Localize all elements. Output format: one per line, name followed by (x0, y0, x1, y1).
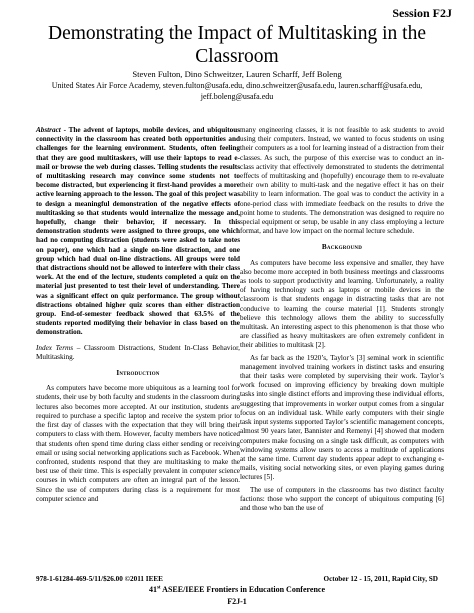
introduction-paragraph: As computers have become more ubiquitous as a learning tool for students, their use by both faculty and students in the classroom during lectures also becomes more accepted. At our institution, students are required to purchase a specific laptop and receive the system prior to the first day of classes with the expectation that they will bring their computers to class with them. However, faculty members have noticed that students often spend time during class either sending or receiving email or using social networking applications such as Facebook. When confronted, students respond that they are multitasking to make the best use of their time. This is especially prevalent in computer science courses in which computers are often an integral part of the lesson. Since the use of computers during class is a requirement for most computer science and (36, 384, 241, 503)
background-paragraph-3: The use of computers in the classrooms has two distinct faculty factions: those who support the concept of ubiquitous computing [6] and those who ban the use of (240, 485, 444, 512)
conference-ordinal: st (156, 585, 161, 591)
footer-copyright: 978-1-61284-469-5/11/$26.00 ©2011 IEEE (36, 575, 163, 583)
right-column (240, 126, 444, 516)
paper-title: Demonstrating the Impact of Multitasking in the Classroom (47, 23, 426, 67)
affiliation: United States Air Force Academy, steven.fulton@usafa.edu, dino.schweitzer@usafa.edu, lauren.scharff@usafa.edu, jeff.boleng@usafa.edu (51, 81, 423, 101)
index-terms-lead: Index Terms (36, 343, 73, 352)
background-paragraph-1: As computers have become less expensive and smaller, they have also become more accepted in both business meetings and classrooms as tools to support productivity and learning. Unfortunately, a reality of having technology such as laptops or mobile devices in the classroom is that students engage in distracting tasks that are not conducive to learning the course material [1]. Students strongly believe this technology allows them the ability to successfully multitask. An interesting aspect to this phenomenon is that those who are classified as heavy multitaskers are often extremely confident in their abilities to multitask [2]. (240, 258, 444, 350)
index-terms (36, 344, 240, 362)
introduction-continued: many engineering classes, it is not feasible to ask students to avoid using their computers. Instead, we wanted to focus students on using their computers as a tool for learning instead of a distraction from their classes. As such, the purpose of this exercise was to conduct an in-class activity that effectively demonstrated to students the detrimental effects of multitasking and (hopefully) encourage them to re-evaluate their own ability to multi-task and the negative effect it has on their ability to learn information. The goal was to conduct the activity in a one-period class with immediate feedback on the results to drive the point home to students. The demonstration was designed to require no special equipment or setup, be usable in any class employing a lecture format, and have low impact on the normal lecture schedule. (240, 126, 444, 236)
section-heading-introduction: Introduction (116, 369, 160, 378)
footer-date-location: October 12 - 15, 2011, Rapid City, SD (323, 575, 438, 583)
section-heading-background: Background (321, 243, 363, 252)
session-label: Session F2J (392, 6, 452, 20)
index-terms-text: – Classroom Distractions, Student In-Class Behavior, Multitasking. (36, 343, 240, 361)
authors: Steven Fulton, Dino Schweitzer, Lauren Scharff, Jeff Boleng (132, 69, 342, 79)
footer-conference (0, 585, 474, 594)
page-number: F2J-1 (227, 597, 247, 606)
abstract (36, 126, 240, 338)
abstract-lead: Abstract (36, 126, 61, 134)
background-paragraph-2: As far back as the 1920’s, Taylor’s [3] seminal work in scientific management involved training workers in distinct tasks and ensuring that their tasks were completed by supervising their work. Taylor’s work focused on improving efficiency by breaking down multiple tasks into single distinct efforts and improving these individual efforts, suggesting that improvements in worker output comes from a singular focus on an individual task. While early computers with their single task input systems supported Taylor’s scientific management concepts, almost 90 years later, Bannister and Remenyi [4] showed that modern computers make focusing on a single task difficult, as computers with windowing systems allow users to access a multitude of applications at the same time. Current day students appear adept to exchanging e-mails, visiting social networking sites, or even playing games during lectures [5]. (240, 353, 444, 482)
left-column (36, 126, 240, 507)
abstract-text: - The advent of laptops, mobile devices, and ubiquitous connectivity in the classroom has created both opportunities and challenges for the learning environment. Students, often feeling that they are good multitaskers, will use their laptops to read e-mail or browse the web during classes. Telling students the results of multitasking research may convince some students not to become distracted, but experiencing it first-hand provides a more active learning approach to the lesson. The goal of this project was to design a meaningful demonstration of the negative effects of multitasking so that students would internalize the message and, hopefully, change their behavior, if necessary. In this demonstration students were assigned to three groups, one which had no computing distraction (students were asked to take notes on paper), one which had a single on-line distraction, and one group which had dual on-line distractions. All groups were told that distractions should not be allowed to interfere with their class work. At the end of the lecture, students completed a quiz on the material just presented to test their level of understanding. There was a significant effect on quiz performance. The group without distractions obtained higher quiz scores than either distraction group. End-of-semester feedback showed that 63.5% of the students reported modifying their behavior in class based on the demonstration. (36, 126, 240, 337)
conference-name: ASEE/IEEE Frontiers in Education Conference (160, 585, 325, 594)
conference-number: 41 (148, 585, 157, 594)
